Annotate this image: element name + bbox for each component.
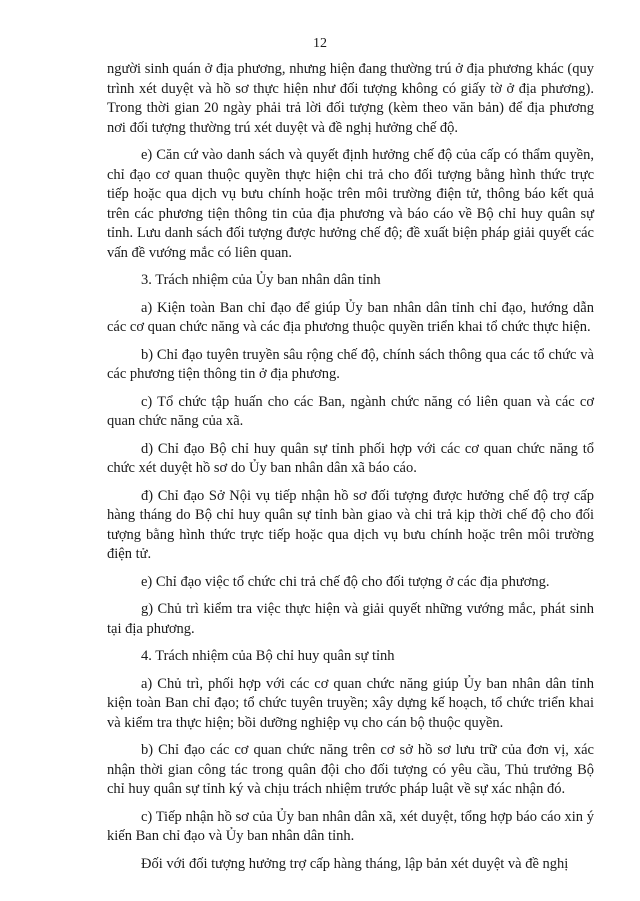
paragraph: Đối với đối tượng hưởng trợ cấp hàng tháng, lập bản xét duyệt và đề nghị	[141, 855, 569, 872]
body-text	[107, 60, 594, 874]
paragraph: b) Chỉ đạo tuyên truyền sâu rộng chế độ, chính sách thông qua các tổ chức và các phương tiện thông tin ở địa phương.	[107, 346, 594, 382]
paragraph: e) Căn cứ vào danh sách và quyết định hưởng chế độ của cấp có thẩm quyền, chỉ đạo cơ quan thuộc quyền thực hiện chi trả cho đối tượng bằng hình thức trực tiếp hoặc qua dịch vụ bưu chính hoặc trên môi trường điện tử, thông báo kết quả trên các phương tiện thông tin của địa phương và báo cáo về Bộ chỉ huy quân sự tỉnh. Lưu danh sách đối tượng được hưởng chế độ; đề xuất biện pháp giải quyết các vấn đề vướng mắc có liên quan.	[107, 147, 594, 261]
paragraph: a) Chủ trì, phối hợp với các cơ quan chức năng giúp Ủy ban nhân dân tỉnh kiện toàn Ban chỉ đạo; tổ chức tuyên truyền; xây dựng kế hoạch, tổ chức triển khai và kiểm tra thực hiện; bồi dưỡng nghiệp vụ cho cán bộ thuộc quyền.	[107, 675, 594, 731]
paragraph: b) Chỉ đạo các cơ quan chức năng trên cơ sở hồ sơ lưu trữ của đơn vị, xác nhận thời gian công tác trong quân đội cho đối tượng có yêu cầu, Thủ trưởng Bộ chỉ huy quân sự tỉnh ký và chịu trách nhiệm trước pháp luật về sự xác nhận đó.	[107, 742, 594, 797]
paragraph: người sinh quán ở địa phương, nhưng hiện đang thường trú ở địa phương khác (quy trình xét duyệt và hồ sơ thực hiện như đối tượng không có giấy tờ ở địa phương). Trong thời gian 20 ngày phải trả lời đối tượng (kèm theo văn bản) để địa phương nơi đối tượng thường trú xét duyệt và đề nghị hưởng chế độ.	[107, 61, 594, 136]
paragraph: a) Kiện toàn Ban chỉ đạo để giúp Ủy ban nhân dân tỉnh chỉ đạo, hướng dẫn các cơ quan chức năng và các địa phương thuộc quyền triển khai tổ chức thực hiện.	[107, 299, 594, 335]
paragraph: c) Tổ chức tập huấn cho các Ban, ngành chức năng có liên quan và các cơ quan chức năng của xã.	[107, 393, 594, 429]
page-number: 12	[313, 36, 327, 51]
paragraph: c) Tiếp nhận hồ sơ của Ủy ban nhân dân xã, xét duyệt, tổng hợp báo cáo xin ý kiến Ban chỉ đạo và Ủy ban nhân dân tỉnh.	[107, 808, 594, 844]
paragraph: g) Chủ trì kiểm tra việc thực hiện và giải quyết những vướng mắc, phát sinh tại địa phương.	[107, 601, 594, 637]
paragraph: đ) Chỉ đạo Sở Nội vụ tiếp nhận hồ sơ đối tượng được hưởng chế độ trợ cấp hàng tháng do Bộ chỉ huy quân sự tỉnh bàn giao và chi trả kịp thời chế độ cho đối tượng bằng hình thức trực tiếp hoặc qua dịch vụ bưu chính hoặc trên môi trường điện tử.	[107, 487, 594, 562]
paragraph: d) Chỉ đạo Bộ chỉ huy quân sự tỉnh phối hợp với các cơ quan chức năng tổ chức xét duyệt hồ sơ do Ủy ban nhân dân xã báo cáo.	[107, 440, 594, 476]
section-heading: 4. Trách nhiệm của Bộ chỉ huy quân sự tỉnh	[141, 648, 395, 664]
paragraph: e) Chỉ đạo việc tổ chức chi trả chế độ cho đối tượng ở các địa phương.	[141, 573, 550, 590]
section-heading: 3. Trách nhiệm của Ủy ban nhân dân tỉnh	[141, 272, 381, 288]
